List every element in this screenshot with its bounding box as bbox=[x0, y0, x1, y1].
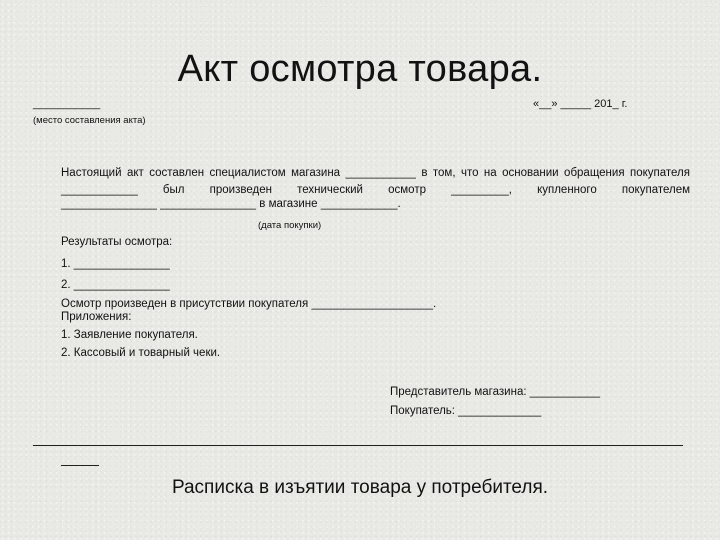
intro-paragraph-last-line: _______________ _______________ в магазине ____________. bbox=[61, 198, 401, 210]
receipt-heading: Расписка в изъятии товара у потребителя. bbox=[171, 477, 549, 498]
document-title: Акт осмотра товара. bbox=[177, 48, 543, 90]
attachment-item-2: 2. Кассовый и товарный чеки. bbox=[61, 347, 221, 359]
representative-signature-line: Представитель магазина: ___________ bbox=[390, 386, 601, 398]
results-heading: Результаты осмотра: bbox=[61, 236, 173, 248]
separator-line bbox=[33, 445, 683, 446]
result-item-1: 1. _______________ bbox=[61, 258, 170, 270]
result-item-2: 2. _______________ bbox=[61, 279, 170, 291]
presence-line: Осмотр произведен в присутствии покупателя ___________________. bbox=[61, 298, 437, 310]
intro-paragraph: Настоящий акт составлен специалистом магазина ___________ в том, что на основании обращения покупателя ____________ был произведен технический осмотр _________, купленного покупателем bbox=[61, 167, 690, 196]
date-blank: «__» _____ 201_ г. bbox=[533, 98, 628, 110]
buyer-signature-line: Покупатель: _____________ bbox=[390, 405, 542, 417]
place-blank: ___________ bbox=[33, 98, 101, 110]
purchase-date-caption: (дата покупки) bbox=[258, 220, 322, 231]
separator-line-tail bbox=[61, 450, 99, 466]
attachment-item-1: 1. Заявление покупателя. bbox=[61, 329, 198, 341]
attachments-heading: Приложения: bbox=[61, 311, 132, 323]
place-caption: (место составления акта) bbox=[33, 115, 146, 126]
